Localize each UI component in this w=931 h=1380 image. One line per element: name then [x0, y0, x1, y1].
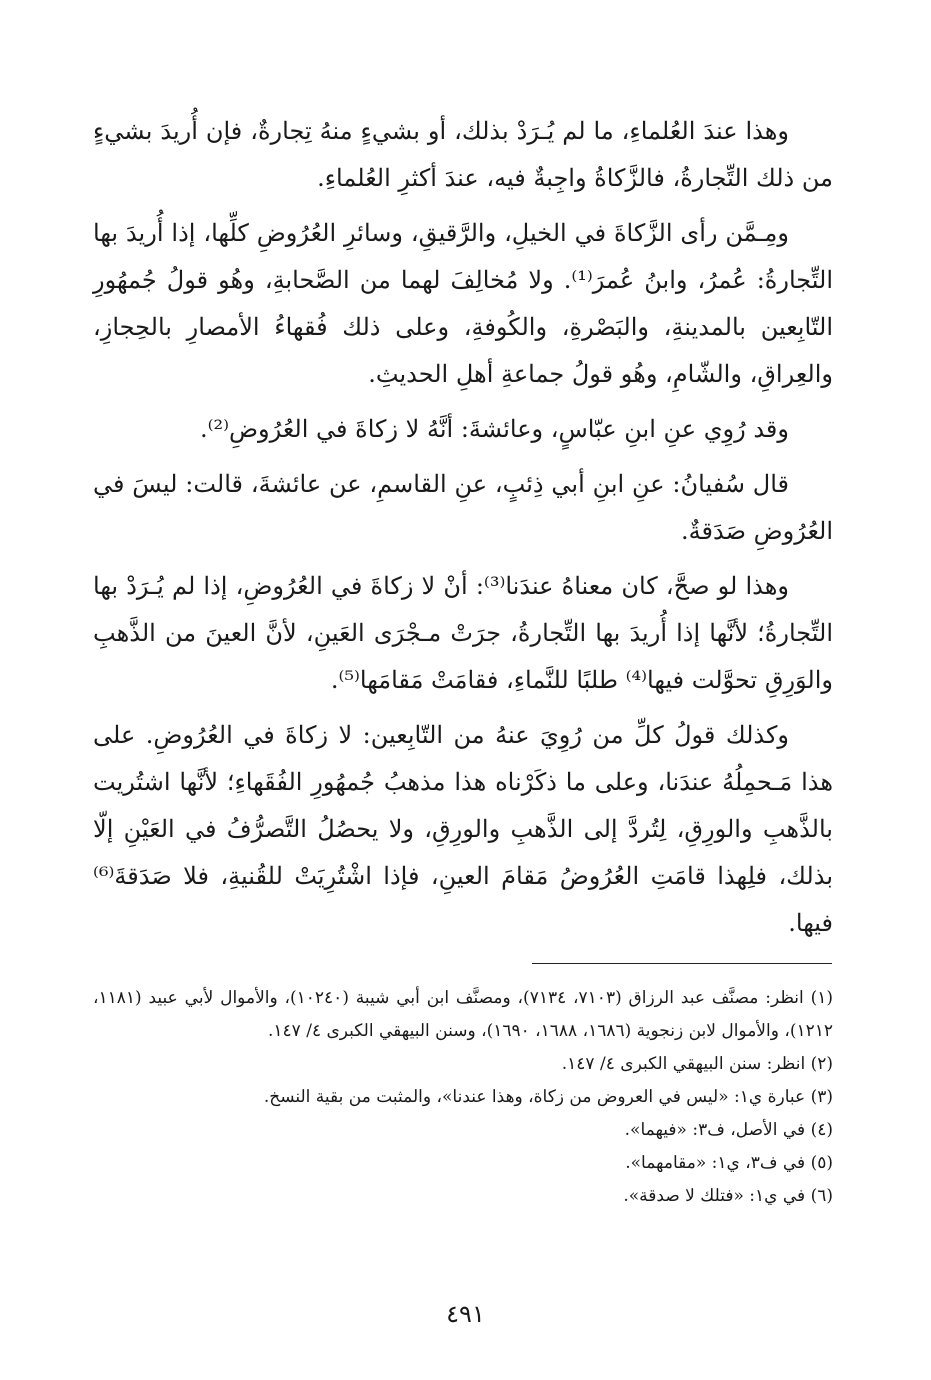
main-text [93, 108, 833, 955]
footnote-2: (٢) انظر: سنن البيهقي الكبرى ٤/ ١٤٧. [561, 1054, 833, 1074]
footnote-separator [532, 963, 832, 964]
footnotes [93, 982, 833, 1213]
page-number: ٤٩١ [446, 1300, 485, 1328]
footnote-1: (١) انظر: مصنَّف عبد الرزاق (٧١٠٣، ٧١٣٤)، ومصنَّف ابن أبي شيبة (١٠٢٤٠)، والأموال لأبي عبيد (١١٨١، ١٢١٢)، والأموال لابن زنجوية (١٦٨٦، ١٦٨٨، ١٦٩٠)، وسنن البيهقي الكبرى ٤/ ١٤٧. [93, 988, 833, 1041]
paragraph-6: وكذلك قولُ كلِّ من رُوِيَ عنهُ من التّابِعين: لا زكاةَ في العُرُوضِ. على هذا مَـحمِلُهُ عندَنا، وعلى ما ذكَرْناه هذا مذهبُ جُمهُورِ الفُقَهاءِ؛ لأنَّها اشتُريت بالذَّهبِ والورِقِ، لِتُردَّ إلى الذَّهبِ والورِقِ، ولا يحصُلُ التَّصرُّفُ في العَيْنِ إلّا بذلك، فلِهذا قامَتِ العُرُوضُ مَقامَ العينِ، فإذا اشْتُرِيَتْ للقُنيةِ، فلا صَدَقةَ⁽⁶⁾ فيها. [93, 721, 833, 937]
footnote-5: (٥) في ف٣، ي١: «مقامهما». [625, 1153, 833, 1173]
paragraph-5: وهذا لو صحَّ، كان معناهُ عندَنا⁽³⁾: أنْ لا زكاةَ في العُرُوضِ، إذا لم يُـرَدْ بها التِّجارةُ؛ لأنَّها إذا أُريدَ بها التِّجارةُ، جرَتْ مـجْرَى العَينِ، لأنَّ العينَ من الذَّهبِ والوَرِقِ تحوَّلت فيها⁽⁴⁾ طلبًا للنَّماءِ، فقامَتْ مَقامَها⁽⁵⁾. [93, 572, 833, 694]
paragraph-4: قال سُفيانُ: عنِ ابنِ أبي ذِئبٍ، عنِ القاسمِ، عن عائشةَ، قالت: ليسَ في العُرُوضِ صَدَقةٌ. [93, 470, 833, 545]
paragraph-2: ومِـمَّن رأى الزَّكاةَ في الخيلِ، والرَّقيقِ، وسائرِ العُرُوضِ كلِّها، إذا أُريدَ بها التِّجارةُ: عُمرُ، وابنُ عُمرَ⁽¹⁾. ولا مُخالِفَ لهما من الصَّحابةِ، وهُو قولُ جُمهُورِ التّابِعين بالمدينةِ، والبَصْرةِ، والكُوفةِ، وعلى ذلك فُقهاءُ الأمصارِ بالحِجازِ، والعِراقِ، والشّامِ، وهُو قولُ جماعةِ أهلِ الحديثِ. [93, 219, 833, 388]
footnote-3: (٣) عبارة ي١: «ليس في العروض من زكاة، وهذا عندنا»، والمثبت من بقية النسخ. [263, 1087, 833, 1107]
paragraph-1: وهذا عندَ العُلماءِ، ما لم يُـرَدْ بذلك، أو بشيءٍ منهُ تِجارةٌ، فإن أُريدَ بشيءٍ من ذلك التِّجارةُ، فالزَّكاةُ واجِبةٌ فيه، عندَ أكثرِ العُلماءِ. [93, 117, 833, 192]
footnote-6: (٦) في ي١: «فتلك لا صدقة». [623, 1186, 833, 1206]
footnote-4: (٤) في الأصل، ف٣: «فيهما». [624, 1120, 833, 1140]
paragraph-3: وقد رُوِي عنِ ابنِ عبّاسٍ، وعائشةَ: أنَّهُ لا زكاةَ في العُرُوضِ⁽²⁾. [199, 415, 789, 443]
